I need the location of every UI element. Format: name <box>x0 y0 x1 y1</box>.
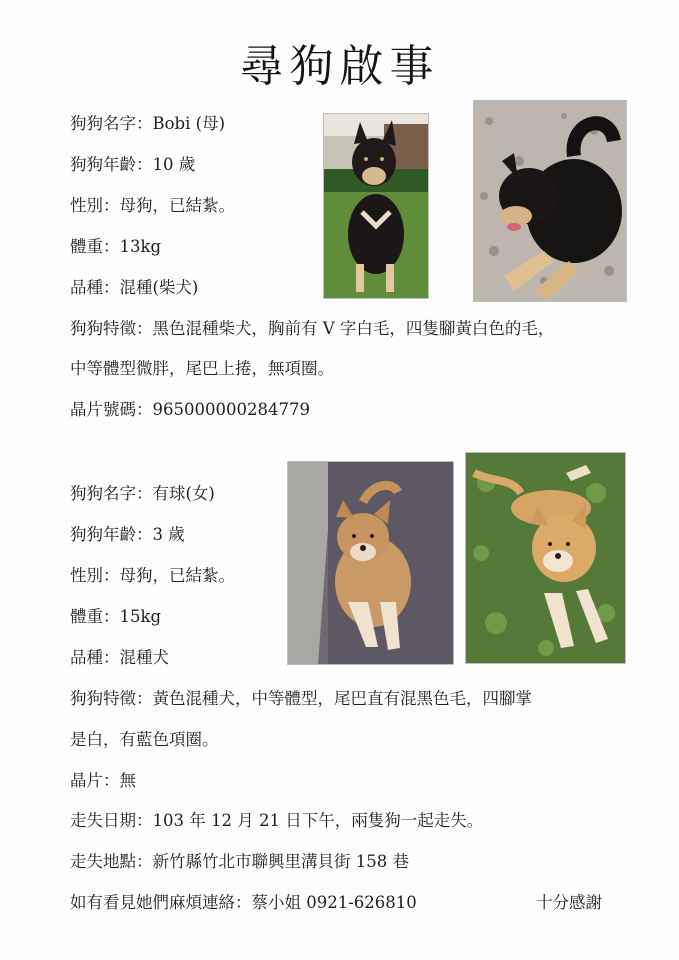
dog2-age: 狗狗年齡：3 歲 <box>70 525 185 544</box>
contact-info: 如有看見她們麻煩連絡：蔡小姐 0921-626810 <box>70 893 417 912</box>
dog2-features-line2: 是白，有藍色項圈。 <box>70 730 219 749</box>
dog2-features-line1: 狗狗特徵：黃色混種犬，中等體型，尾巴直有混黑色毛，四腳掌 <box>70 689 532 708</box>
dog2-name: 狗狗名字：有球(女) <box>70 484 215 503</box>
dog1-chip: 晶片號碼：965000000284779 <box>70 400 310 419</box>
dog1-age: 狗狗年齡：10 歲 <box>70 155 196 174</box>
dog1-sex: 性別：母狗，已結紮。 <box>70 196 235 215</box>
dog2-photo-grass <box>465 452 626 664</box>
black-shiba-lying-photo <box>474 101 626 301</box>
dog1-name: 狗狗名字：Bobi (母) <box>70 114 226 133</box>
dog1-photo-sitting <box>323 113 429 299</box>
thanks-note: 十分感謝 <box>536 893 602 912</box>
tan-dog-pavement-photo <box>288 462 453 664</box>
dog1-features-line1: 狗狗特徵：黑色混種柴犬，胸前有 V 字白毛，四隻腳黃白色的毛， <box>70 319 555 338</box>
poster-title: 尋狗啟事 <box>239 41 440 92</box>
lost-place: 走失地點：新竹縣竹北市聯興里溝貝街 158 巷 <box>70 852 409 871</box>
dog1-weight: 體重：13kg <box>70 237 162 256</box>
dog2-breed: 品種：混種犬 <box>70 648 169 667</box>
black-shiba-sitting-photo <box>324 114 428 298</box>
tan-dog-grass-photo <box>466 453 625 663</box>
dog2-photo-pavement <box>287 461 454 665</box>
lost-date: 走失日期：103 年 12 月 21 日下午，兩隻狗一起走失。 <box>70 811 484 830</box>
dog1-breed: 品種：混種(柴犬) <box>70 278 199 297</box>
dog2-chip: 晶片：無 <box>70 771 136 790</box>
dog1-photo-lying <box>473 100 627 302</box>
dog1-features-line2: 中等體型微胖，尾巴上捲，無項圈。 <box>70 359 334 378</box>
dog2-weight: 體重：15kg <box>70 607 162 626</box>
dog2-sex: 性別：母狗，已結紮。 <box>70 566 235 585</box>
